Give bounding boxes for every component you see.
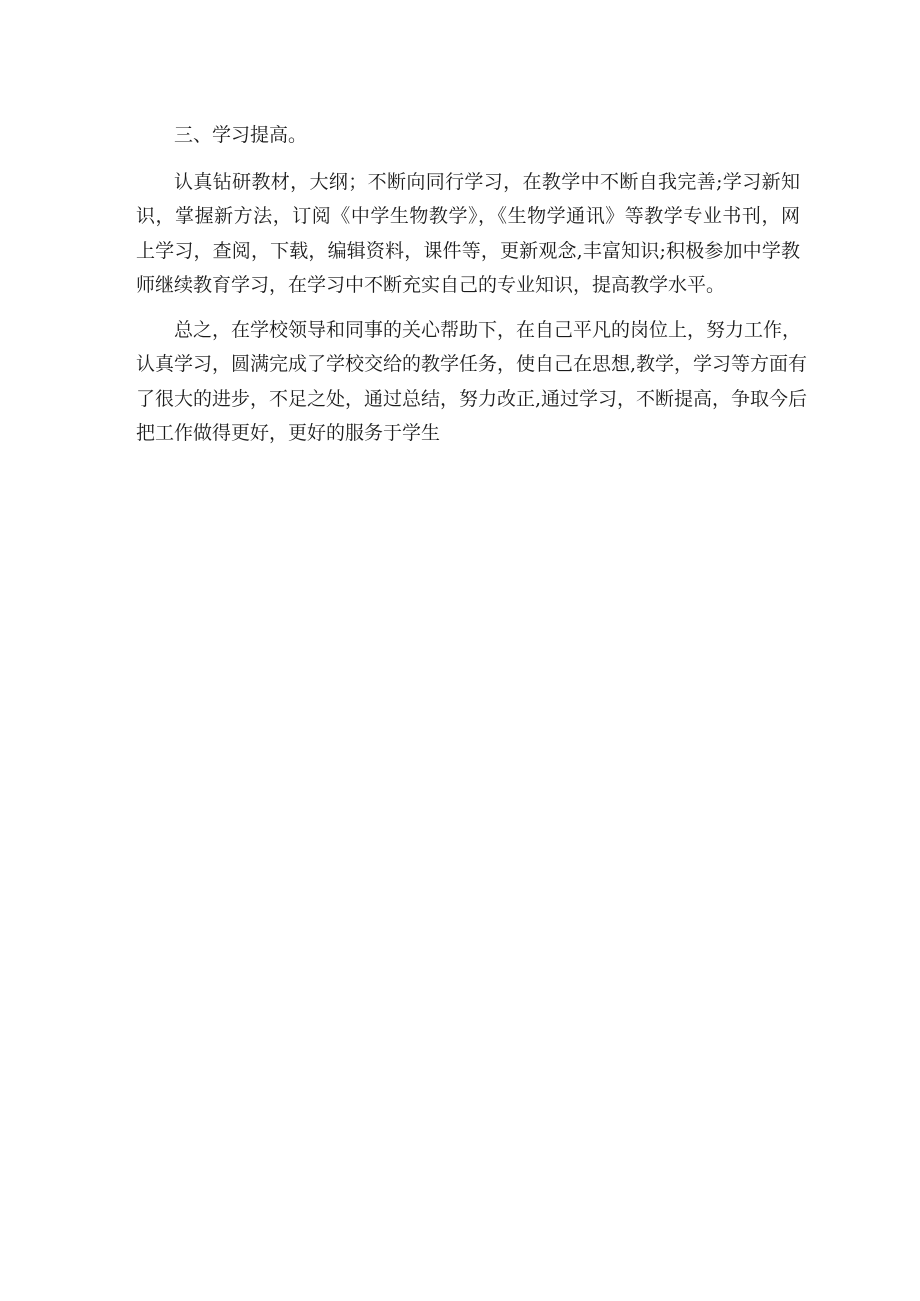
paragraph-gap [136, 303, 800, 313]
section-heading: 三、学习提高。 [174, 124, 308, 146]
paragraph-line: 师继续教育学习，在学习中不断充实自己的专业知识，提高教学水平。 [136, 274, 726, 296]
paragraph-line: 把工作做得更好，更好的服务于学生 [136, 422, 441, 444]
paragraph-line: 识，掌握新方法，订阅《中学生物教学》，《生物学通讯》等教学专业书刊，网 [136, 205, 800, 227]
paragraph-study [136, 165, 800, 303]
paragraph-line: 总之，在学校领导和同事的关心帮助下，在自己平凡的岗位上，努力工作， [174, 318, 802, 341]
paragraph-line: 了很大的进步，不足之处，通过总结，努力改正,通过学习，不断提高，争取今后 [136, 387, 808, 410]
paragraph-line: 上学习，查阅，下载，编辑资料，课件等，更新观念,丰富知识;积极参加中学教 [136, 239, 800, 262]
paragraph-summary [136, 313, 808, 451]
paragraph-line: 认真钻研教材，大纲；不断向同行学习，在教学中不断自我完善;学习新知 [174, 170, 800, 193]
document-body [136, 118, 808, 451]
paragraph-line: 认真学习，圆满完成了学校交给的教学任务，使自己在思想,教学，学习等方面有 [136, 353, 808, 375]
paragraph-gap [136, 153, 800, 165]
